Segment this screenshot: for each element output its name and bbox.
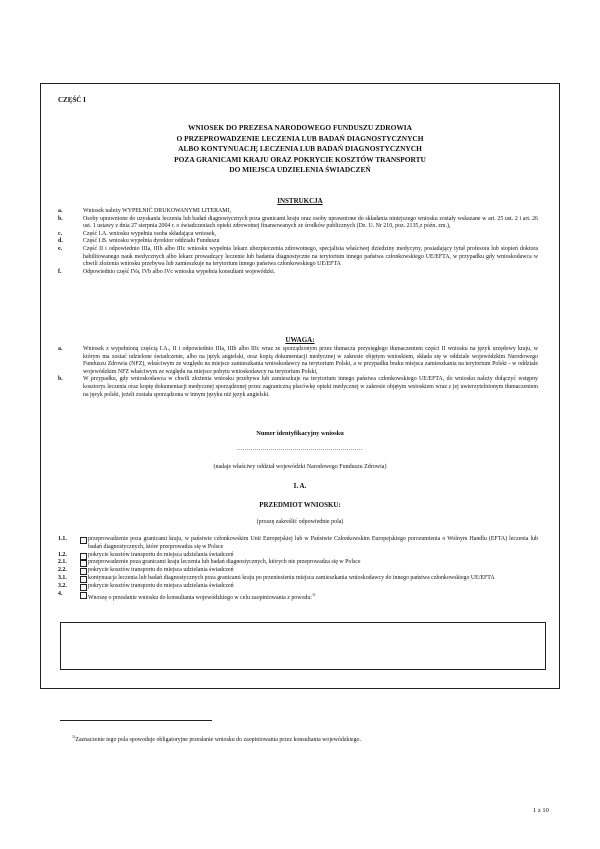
title-line: O PRZEPROWADZENIE LECZENIA LUB BADAŃ DIAGNOSTYCZNYCH [176, 133, 424, 143]
list-item: c. Część I.A. wniosku wypełnia osoba składająca wniosek, [58, 230, 216, 237]
list-item: a. Wniosek z wypełnioną częścią I.A., II i odpowiednio IIIa, IIIb albo IIIc wraz ze sporządzonym przez tłumacza przysięgłego tłumaczeniem części II wniosku na język urzędowy kraju, w którym ma zostać udzielone świadczenie, albo na język angielski, oraz kopią dokumentacji medycznej w zakresie objętym wnioskiem, składa się w oddziale wojewódzkim Narodowego Funduszu Zdrowia (NFZ), właściwym ze względu na miejsce zamieszkania wnioskodawcy na terytorium Polski, a w przypadku braku miejsca zamieszkania na terytorium Polski - w oddziale wojewódzkim NFZ właściwym ze względu na miejsce pobytu wnioskodawcy na terytorium Polski, [58, 346, 538, 375]
list-item: e. Część II i odpowiednio IIIa, IIIb albo IIIc wniosku wypełnia lekarz ubezpieczenia zdrowotnego, specjalista właściwej dziedziny medycyny, posiadający tytuł profesora lub stopień doktora habilitowanego nauk medycznych albo lekarz prowadzący leczenie lub badania diagnostyczne na terytorium innego państwa członkowskiego UE/EFTA, w przypadku gdy wnioskodawca w chwili złożenia wniosku przebywa lub zamieszkuje na terytorium innego państwa członkowskiego UE/EFTA [58, 245, 538, 268]
footnote: $^{1)}$Zaznaczenie tego pola spowoduje obligatoryjne przesłanie wniosku do zaopiniowania przez konsultanta wojewódzkiego. [72, 734, 361, 743]
title-line: WNIOSEK DO PREZESA NARODOWEGO FUNDUSZU ZDROWIA [187, 123, 412, 132]
list-item: b. Osoby uprawnione do uzyskania leczenia lub badań diagnostycznych poza granicami kraju oraz osoby uprawnione do składania niniejszego wniosku zostały wskazane w art. 25 ust. 2 i art. 26 ust. 1 ustawy z dnia 27 sierpnia 2004 r. o świadczeniach opieki zdrowotnej finansowanych ze środków publicznych (Dz. U. Nr 210, poz. 2135,z późn. zm.), [58, 215, 538, 230]
checkbox[interactable] [80, 592, 87, 599]
reason-textbox[interactable] [60, 622, 546, 670]
option-2-1[interactable]: 2.1. przeprowadzenie poza granicami kraju leczenia lub badań diagnostycznych, których nie przeprowadza się w Polsce [58, 559, 361, 566]
id-note: (nadaje właściwy oddział wojewódzki Narodowego Funduszu Zdrowia) [213, 464, 387, 470]
checkbox[interactable] [80, 537, 87, 544]
title-line: ALBO KONTYNUACJĘ LECZENIA LUB BADAŃ DIAGNOSTYCZNYCH [178, 144, 422, 154]
subject-heading: PRZEDMIOT WNIOSKU: [259, 501, 341, 509]
instrukcja-list [58, 208, 538, 276]
id-label: Numer identyfikacyjny wniosku [256, 430, 344, 437]
page-number: 1 z 10 [533, 807, 549, 814]
uwaga-list [58, 346, 538, 399]
option-2-2[interactable]: 2.2. pokrycie kosztów transportu do miejsca udzielania świadczeń [58, 567, 234, 574]
part-label: CZĘŚĆ I [58, 96, 86, 104]
form-title [120, 123, 480, 176]
footnote-separator [60, 720, 212, 721]
id-field[interactable]: ............................................................... [237, 446, 363, 452]
subject-options [58, 536, 538, 602]
section-label: I. A. [293, 482, 307, 490]
title-line: POZA GRANICAMI KRAJU ORAZ POKRYCIE KOSZTÓW TRANSPORTU [174, 154, 426, 164]
title-line: DO MIEJSCA UDZIELENIA ŚWIADCZEŃ [229, 165, 371, 175]
option-1-1[interactable]: 1.1. przeprowadzenie poza granicami kraju, w państwie członkowskim Unii Europejskiej lub w Państwie Członkowskim Europejskiego porozumienia o Wolnym Handlu (EFTA) leczenia lub badań diagnostycznych, które przeprowadza się w Polsce [58, 536, 538, 550]
option-1-2[interactable]: 1.2. pokrycie kosztów transportu do miejsca udzielania świadczeń [58, 551, 234, 558]
option-4[interactable]: 4. Wnoszę o przesłanie wniosku do konsultanta wojewódzkiego w celu zaopiniowania z powodu:$^{1)}$ [58, 590, 316, 601]
uwaga-heading: UWAGA: [285, 336, 315, 344]
list-item: d. Część I.B. wniosku wypełnia dyrektor oddziału Funduszu [58, 238, 220, 245]
instrukcja-heading: INSTRUKCJA [277, 197, 323, 205]
subject-note: (proszę zakreślić odpowiednie pola) [256, 519, 344, 525]
list-item: b. W przypadku, gdy wnioskodawca w chwili złożenia wniosku przebywa lub zamieszkuje na terytorium innego państwa członkowskiego UE/EFTA, do wniosku należy dołączyć wstępny kosztorys leczenia oraz kopię dokumentacji medycznej sporządzonej przez zagraniczną placówkę opieki medycznej w zakresie objętym wnioskiem wraz z jej uwierzytelnionym tłumaczeniem na język polski, jeżeli została sporządzona w innym języku niż język angielski. [58, 376, 538, 398]
option-3-2[interactable]: 3.2. pokrycie kosztów transportu do miejsca udzielania świadczeń [58, 582, 234, 589]
list-item: f. Odpowiednio część IVa, IVb albo IVc wniosku wypełnia konsultant wojewódzki. [58, 268, 276, 275]
list-item: a. Wniosek należy WYPEŁNIĆ DRUKOWANYMI LITERAMI, [58, 208, 231, 214]
option-3-1[interactable]: 3.1. kontynuacja leczenia lub badań diagnostycznych poza granicami kraju po przeniesieniu miejsca zamieszkania wnioskodawcy do innego państwa członkowskiego UE/EFTA [58, 574, 495, 581]
